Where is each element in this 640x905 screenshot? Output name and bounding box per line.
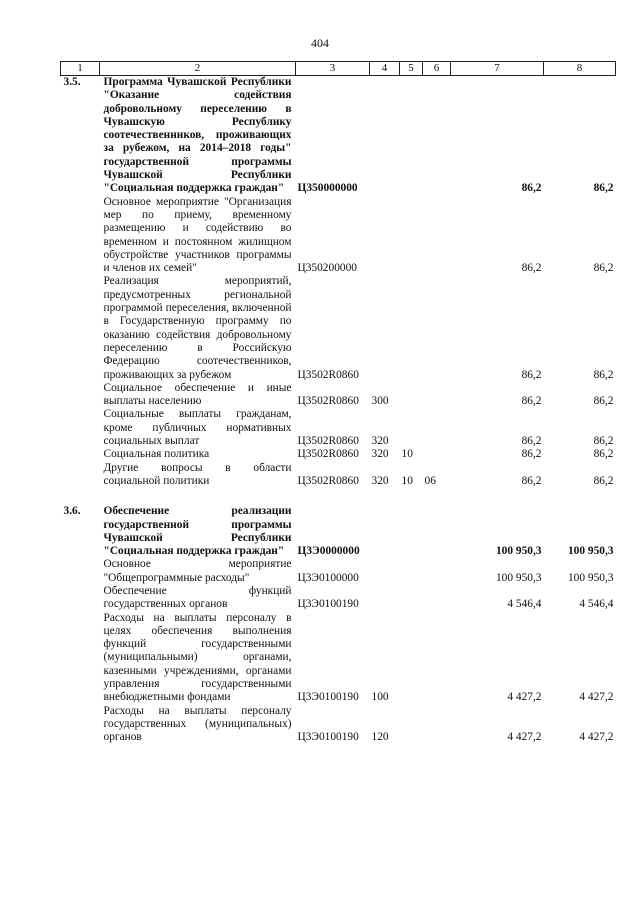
table-row xyxy=(61,448,616,461)
section-spacer xyxy=(61,488,616,505)
row-name-cell: Социальная политика xyxy=(103,448,210,461)
budget-code-cell: Ц3502R0860 xyxy=(297,395,359,408)
table-header-row xyxy=(61,62,616,76)
subsection-cell xyxy=(423,558,451,585)
amount-1-cell: 86,2 xyxy=(521,395,542,408)
amount-1-cell: 86,2 xyxy=(521,262,542,275)
table-row xyxy=(61,585,616,612)
table-row xyxy=(61,275,616,381)
budget-code-cell: Ц3Э0100000 xyxy=(297,571,359,584)
budget-table xyxy=(60,61,616,745)
row-name-cell: Другие вопросы в области социальной политики xyxy=(103,461,292,487)
header-col-3: 3 xyxy=(296,62,370,76)
budget-code-cell: Ц3502R0860 xyxy=(297,474,359,487)
amount-2-cell: 4 427,2 xyxy=(579,731,614,744)
table-row xyxy=(61,462,616,489)
header-col-5: 5 xyxy=(400,62,423,76)
table-row xyxy=(61,705,616,745)
amount-2-cell: 86,2 xyxy=(593,368,614,381)
expense-type-cell xyxy=(370,275,400,381)
budget-code-cell: Ц3502R0860 xyxy=(297,435,359,448)
row-name-cell: Реализация мероприятий, предусмотренных региональной программой переселения, включенной в Государственную программу по оказанию содействия добровольному переселению в Российскую Федерацию соотечественников, проживающих за рубежом xyxy=(103,275,292,381)
expense-type-cell xyxy=(370,558,400,585)
expense-type-cell xyxy=(370,196,400,276)
table-row xyxy=(61,196,616,276)
amount-2-cell: 86,2 xyxy=(593,262,614,275)
amount-2-cell: 4 546,4 xyxy=(579,598,614,611)
expense-type-cell: 320 xyxy=(371,474,389,487)
section-cell xyxy=(400,505,423,558)
amount-1-cell: 100 950,3 xyxy=(495,571,542,584)
expense-type-cell: 100 xyxy=(371,691,389,704)
table-row xyxy=(61,382,616,409)
section-number: 3.5. xyxy=(63,76,81,88)
amount-2-cell: 86,2 xyxy=(593,448,614,461)
row-name-cell: Социальные выплаты гражданам, кроме публичных нормативных социальных выплат xyxy=(103,408,292,448)
subsection-cell xyxy=(423,382,451,409)
amount-1-cell: 4 427,2 xyxy=(507,731,542,744)
header-col-4: 4 xyxy=(370,62,400,76)
row-name-cell: Расходы на выплаты персоналу государственных (муниципальных) органов xyxy=(103,704,292,744)
header-col-8: 8 xyxy=(544,62,616,76)
subsection-cell xyxy=(423,705,451,745)
amount-2-cell: 86,2 xyxy=(593,395,614,408)
amount-2-cell: 86,2 xyxy=(593,474,614,487)
amount-1-cell: 86,2 xyxy=(521,368,542,381)
expense-type-cell: 320 xyxy=(371,435,389,448)
header-col-6: 6 xyxy=(423,62,451,76)
table-row xyxy=(61,558,616,585)
amount-1-cell: 4 427,2 xyxy=(507,691,542,704)
expense-type-cell xyxy=(370,585,400,612)
section-cell xyxy=(400,408,423,448)
budget-code-cell: Ц3Э0100190 xyxy=(297,691,359,704)
row-name-cell: Обеспечение функций государственных органов xyxy=(103,584,292,611)
row-name-cell: Основное мероприятие "Общепрограммные расходы" xyxy=(103,558,292,584)
section-cell xyxy=(400,585,423,612)
table-row xyxy=(61,612,616,705)
expense-type-cell xyxy=(370,505,400,558)
amount-1-cell: 86,2 xyxy=(521,448,542,461)
page-number: 404 xyxy=(311,36,329,50)
subsection-cell: 06 xyxy=(424,474,436,487)
section-number: 3.6. xyxy=(63,505,81,518)
expense-type-cell xyxy=(370,76,400,196)
section-cell xyxy=(400,76,423,196)
header-col-1: 1 xyxy=(61,62,100,76)
subsection-cell xyxy=(423,196,451,276)
row-name-cell: Расходы на выплаты персоналу в целях обеспечения выполнения функций государственными (муниципальными) органами, казенными учреждениями, органами управления государственными внебюджетными фондами xyxy=(103,611,292,704)
subsection-cell xyxy=(423,448,451,461)
table-row xyxy=(61,408,616,448)
header-col-7: 7 xyxy=(451,62,544,76)
row-name-cell: Программа Чувашской Республики "Оказание содействия добровольному переселению в Чувашскую Республику соотечественников, проживающих за рубежом, на 2014–2018 годы" государственной программы Чувашской Республики "Социальная поддержка граждан" xyxy=(103,76,292,195)
section-cell xyxy=(400,558,423,585)
section-cell xyxy=(400,382,423,409)
section-cell xyxy=(400,705,423,745)
subsection-cell xyxy=(423,612,451,705)
subsection-cell xyxy=(423,275,451,381)
subsection-cell xyxy=(423,585,451,612)
section-cell xyxy=(400,612,423,705)
amount-1-cell: 100 950,3 xyxy=(495,545,542,558)
amount-2-cell: 86,2 xyxy=(593,435,614,448)
amount-1-cell: 86,2 xyxy=(521,474,542,487)
amount-1-cell: 86,2 xyxy=(521,435,542,448)
budget-code-cell: Ц350200000 xyxy=(297,262,357,275)
expense-type-cell: 120 xyxy=(371,731,389,744)
amount-1-cell: 86,2 xyxy=(521,182,542,195)
section-cell: 10 xyxy=(401,448,413,461)
amount-2-cell: 86,2 xyxy=(593,182,614,195)
subsection-cell xyxy=(423,408,451,448)
section-cell xyxy=(400,196,423,276)
budget-code-cell: Ц350000000 xyxy=(297,182,358,195)
row-name-cell: Основное мероприятие "Организация мер по приему, временному размещению и содействию во временном и постоянном жилищном обустройстве участников программы и членов их семей" xyxy=(103,195,292,275)
expense-type-cell: 320 xyxy=(371,448,389,461)
budget-code-cell: Ц3Э0100190 xyxy=(297,731,359,744)
budget-code-cell: Ц3Э0000000 xyxy=(297,545,360,558)
row-name-cell: Обеспечение реализации государственной программы Чувашской Республики "Социальная поддержка граждан" xyxy=(103,505,292,558)
section-cell: 10 xyxy=(401,474,413,487)
section-cell xyxy=(400,275,423,381)
amount-2-cell: 100 950,3 xyxy=(567,571,614,584)
row-name-cell: Социальное обеспечение и иные выплаты населению xyxy=(103,381,292,408)
subsection-cell xyxy=(423,76,451,196)
subsection-cell xyxy=(423,505,451,558)
amount-2-cell: 4 427,2 xyxy=(579,691,614,704)
amount-2-cell: 100 950,3 xyxy=(567,545,614,558)
amount-1-cell: 4 546,4 xyxy=(507,598,542,611)
table-row xyxy=(61,505,616,558)
budget-code-cell: Ц3Э0100190 xyxy=(297,598,359,611)
expense-type-cell: 300 xyxy=(371,395,389,408)
budget-code-cell: Ц3502R0860 xyxy=(297,448,359,461)
header-col-2: 2 xyxy=(100,62,296,76)
table-row xyxy=(61,76,616,196)
table-body xyxy=(61,76,616,745)
budget-code-cell: Ц3502R0860 xyxy=(297,368,359,381)
